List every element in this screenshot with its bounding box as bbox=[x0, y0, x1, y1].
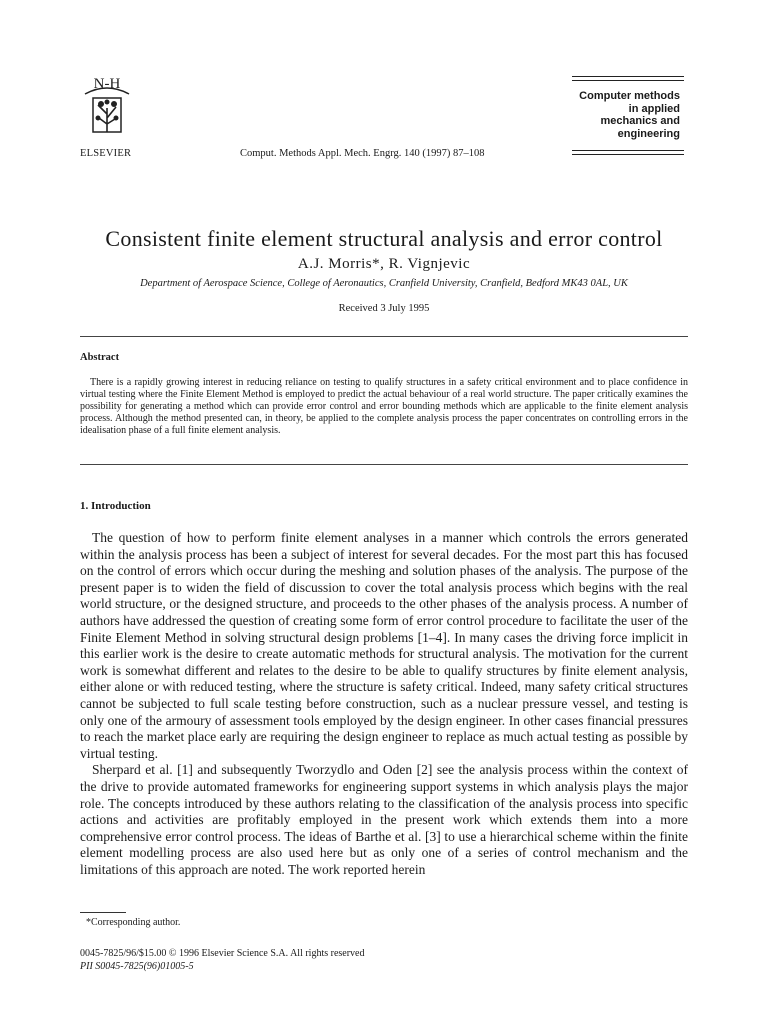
paragraph: Sherpard et al. [1] and subsequently Tworzydlo and Oden [2] see the analysis process within the context of the drive to provide automated frameworks for engineering support systems in which analysis plays the major role. The concepts introduced by these authors relating to the classification of the analysis process into specific actions and activities are profitably employed in the present work which extends them into a more comprehensive error control process. The ideas of Barthe et al. [3] to use a hierarchical scheme within the finite element modelling process are also used here but as only one of a series of control mechanism and the limitations of this approach are noted. The work reported herein bbox=[80, 762, 688, 877]
logo-text: N-H bbox=[93, 76, 121, 92]
pii-line: PII S0045-7825(96)01005-5 bbox=[80, 961, 194, 972]
article-title: Consistent finite element structural analysis and error control bbox=[105, 226, 663, 251]
journal-title bbox=[560, 90, 680, 140]
received-date: Received 3 July 1995 bbox=[338, 303, 430, 314]
publisher-name: ELSEVIER bbox=[80, 148, 132, 159]
journal-title-line: in applied bbox=[628, 102, 680, 115]
author-affiliation: Department of Aerospace Science, College of Aeronautics, Cranfield University, Cranfield, Bedford MK43 0AL, UK bbox=[140, 278, 628, 289]
journal-title-line: engineering bbox=[617, 127, 680, 140]
abstract-rule-top bbox=[80, 336, 688, 337]
copyright-line: 0045-7825/96/$15.00 © 1996 Elsevier Science S.A. All rights reserved bbox=[80, 948, 365, 959]
publisher-logo bbox=[79, 74, 135, 140]
journal-title-line: Computer methods bbox=[579, 90, 680, 102]
footnote: *Corresponding author. bbox=[86, 917, 181, 928]
journal-title-line: mechanics and bbox=[600, 115, 680, 127]
journal-citation: Comput. Methods Appl. Mech. Engrg. 140 (1997) 87–108 bbox=[240, 148, 485, 159]
section-heading: 1. Introduction bbox=[80, 500, 151, 512]
journal-rule-top-2 bbox=[572, 80, 684, 81]
article-authors: A.J. Morris*, R. Vignjevic bbox=[297, 256, 471, 272]
footnote-rule bbox=[80, 912, 126, 913]
journal-rule-top-1 bbox=[572, 76, 684, 77]
elsevier-tree-icon bbox=[79, 74, 135, 140]
paragraph: The question of how to perform finite element analyses in a manner which controls the errors generated within the analysis process has been a subject of interest for several decades. For the most part this has focused on the control of errors which occur during the meshing and solution phases of the analysis. The purpose of the present paper is to widen the field of discussion to cover the total analysis process which begins with the real world structure, or the designed structure, and proceeds to the other phases of the analysis process. A number of authors have addressed the question of creating some form of error control procedure to facilitate the user of the Finite Element Method in solving structural design problems [1–4]. In many cases the driving force implicit in this earlier work is the desire to create automatic methods for structural analysis. The motivation for the current work is somewhat different and relates to the desire to be able to qualify structures by finite element analysis, either alone or with reduced testing, where the structure is safety critical. Indeed, many safety critical structures cannot be subjected to full scale testing before construction, such as a nuclear pressure vessel, and testing is only one of the armoury of assessment tools employed by the design engineer. In other cases financial pressures to reach the market place early are requiring the design engineer to replace as much actual testing as possible by virtual testing. bbox=[80, 530, 688, 761]
journal-rule-bottom-1 bbox=[572, 150, 684, 151]
introduction-body bbox=[80, 530, 688, 878]
journal-rule-bottom-2 bbox=[572, 154, 684, 155]
abstract-heading: Abstract bbox=[80, 352, 120, 363]
abstract-rule-bottom bbox=[80, 464, 688, 465]
abstract-text: There is a rapidly growing interest in reducing reliance on testing to qualify structures in a safety critical environment and to place confidence in virtual testing where the Finite Element Method is employed to predict the actual behaviour of a real world structure. The paper critically examines the possibility for generating a method which can provide error control and error bounding methods which are applicable to the finite element analysis process. Although the method presented can, in theory, be applied to the complete analysis process the paper concentrates on controlling errors in the idealisation phase of a full finite element analysis. bbox=[80, 377, 688, 436]
